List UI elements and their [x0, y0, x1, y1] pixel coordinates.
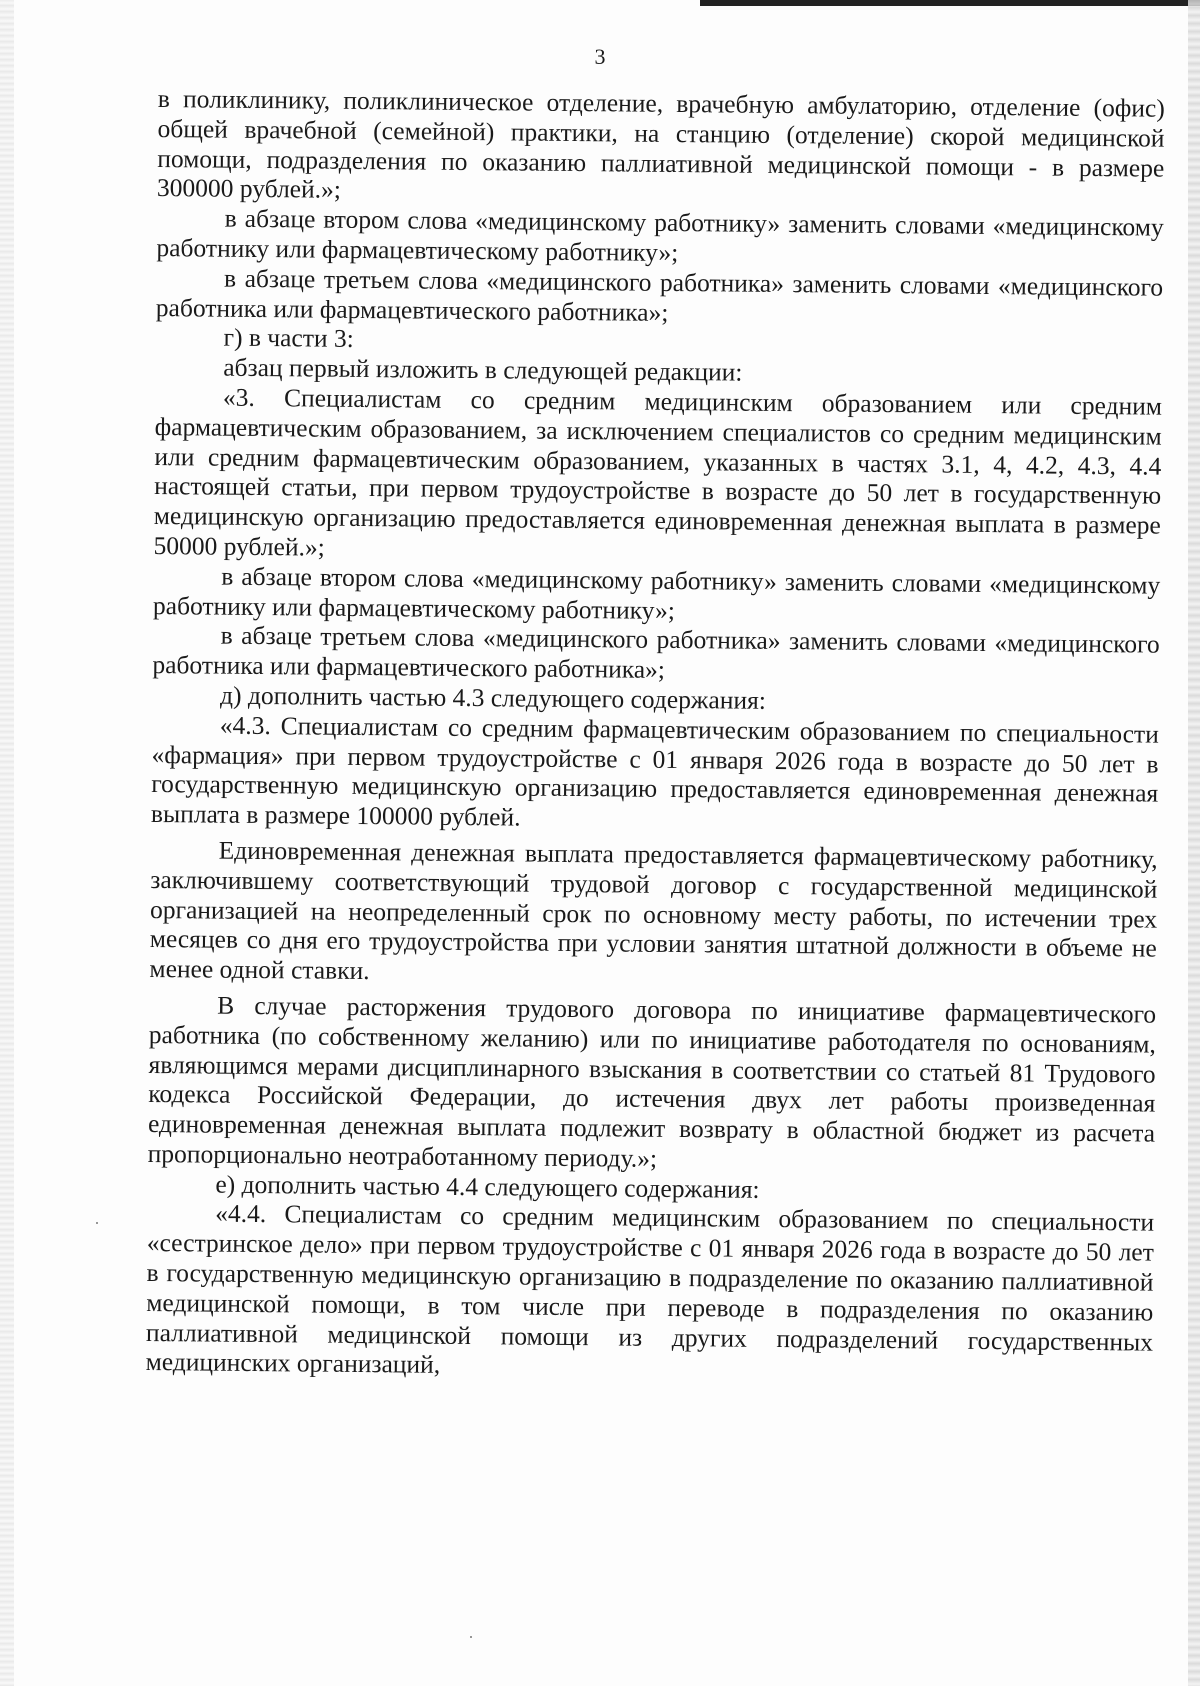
paragraph-item-e: е) дополнить частью 4.4 следующего содержания: — [215, 1169, 760, 1204]
page-number: 3 — [594, 44, 606, 69]
paragraph-abzac-vtorom: в абзаце втором слова «медицинскому работнику» заменить словами «медицинскому работнику или фармацевтическому работнику»; — [156, 203, 1164, 267]
paragraph-abzac-vtorom-2: в абзаце втором слова «медицинскому работнику» заменить словами «медицинскому работнику или фармацевтическому работнику»; — [152, 561, 1161, 625]
paragraph-part-4-4: «4.4. Специалистам со средним медицинским образованием по специальности «сестринское дело» при первом трудоустройстве с 01 января 2026 года в возрасте до 50 лет в государственную медицинскую организацию в подразделение по оказанию паллиативной медицинской помощи, в том числе при переводе в подразделения по оказанию паллиативной медицинской помощи из других подразделений государственных медицинских организаций, — [145, 1199, 1155, 1380]
paragraph-part-4-3: «4.3. Специалистам со средним фармацевтическим образованием по специальности «фармация» при первом трудоустройстве с 01 января 2026 года в возрасте до 50 лет в государственную медицинскую организацию предоставляется единовременная денежная выплата в размере 100000 рублей. — [150, 710, 1159, 832]
paragraph-termination: В случае расторжения трудового договора по инициативе фармацевтического работника (по собственному желанию) или по инициативе работодателя по основаниям, являющимся мерами дисциплинарного взыскания в соответствии со статьей 81 Трудового кодекса Российской Федерации, до истечения двух лет работы произведенная единовременная денежная выплата подлежит возврату в областной бюджет из расчета пропорционально неотработанному периоду.»; — [147, 990, 1157, 1173]
scan-right-edge — [1188, 0, 1200, 1686]
paragraph-abzac-pervyi: абзац первый изложить в следующей редакции: — [223, 352, 743, 387]
paragraph-part-3: «3. Специалистам со средним медицинским образованием или средним фармацевтическим образованием, за исключением специалистов со средним медицинским или средним фармацевтическим образованием, указанных в частях 3.1, 4, 4.2, 4.3, 4.4 настоящей статьи, при первом трудоустройстве в возрасте до 50 лет в государственную медицинскую организацию предоставляется единовременная денежная выплата в размере 50000 рублей.»; — [153, 382, 1163, 562]
paragraph-item-g: г) в части 3: — [223, 323, 354, 354]
scan-left-edge — [0, 0, 14, 1686]
scan-top-border — [700, 0, 1200, 6]
paragraph-item-d: д) дополнить частью 4.3 следующего содержания: — [219, 680, 767, 715]
paragraph-continuation: в поликлинику, поликлиническое отделение, врачебную амбулаторию, отделение (офис) общей врачебной (семейной) практики, на станцию (отделение) скорой медицинской помощи, подразделения по оказанию паллиативной медицинской помощи - в размере 300000 рублей.»; — [156, 84, 1165, 205]
paragraph-abzac-tretyem-2: в абзаце третьем слова «медицинского работника» заменить словами «медицинского работника или фармацевтического работника»; — [152, 620, 1160, 685]
document-body — [146, 84, 1165, 1387]
scan-speck — [96, 1222, 98, 1224]
scan-speck — [470, 1636, 472, 1638]
paragraph-abzac-tretyem: в абзаце третьем слова «медицинского работника» заменить словами «медицинского работника или фармацевтического работника»; — [155, 263, 1164, 327]
paragraph-payment-conditions: Единовременная денежная выплата предоставляется фармацевтическому работнику, заключившему соответствующий трудовой договор с государственной медицинской организацией на неопределенный срок по основному месту работы, по истечении трех месяцев со дня его трудоустройства при условии занятия штатной должности в объеме не менее одной ставки. — [149, 835, 1158, 986]
